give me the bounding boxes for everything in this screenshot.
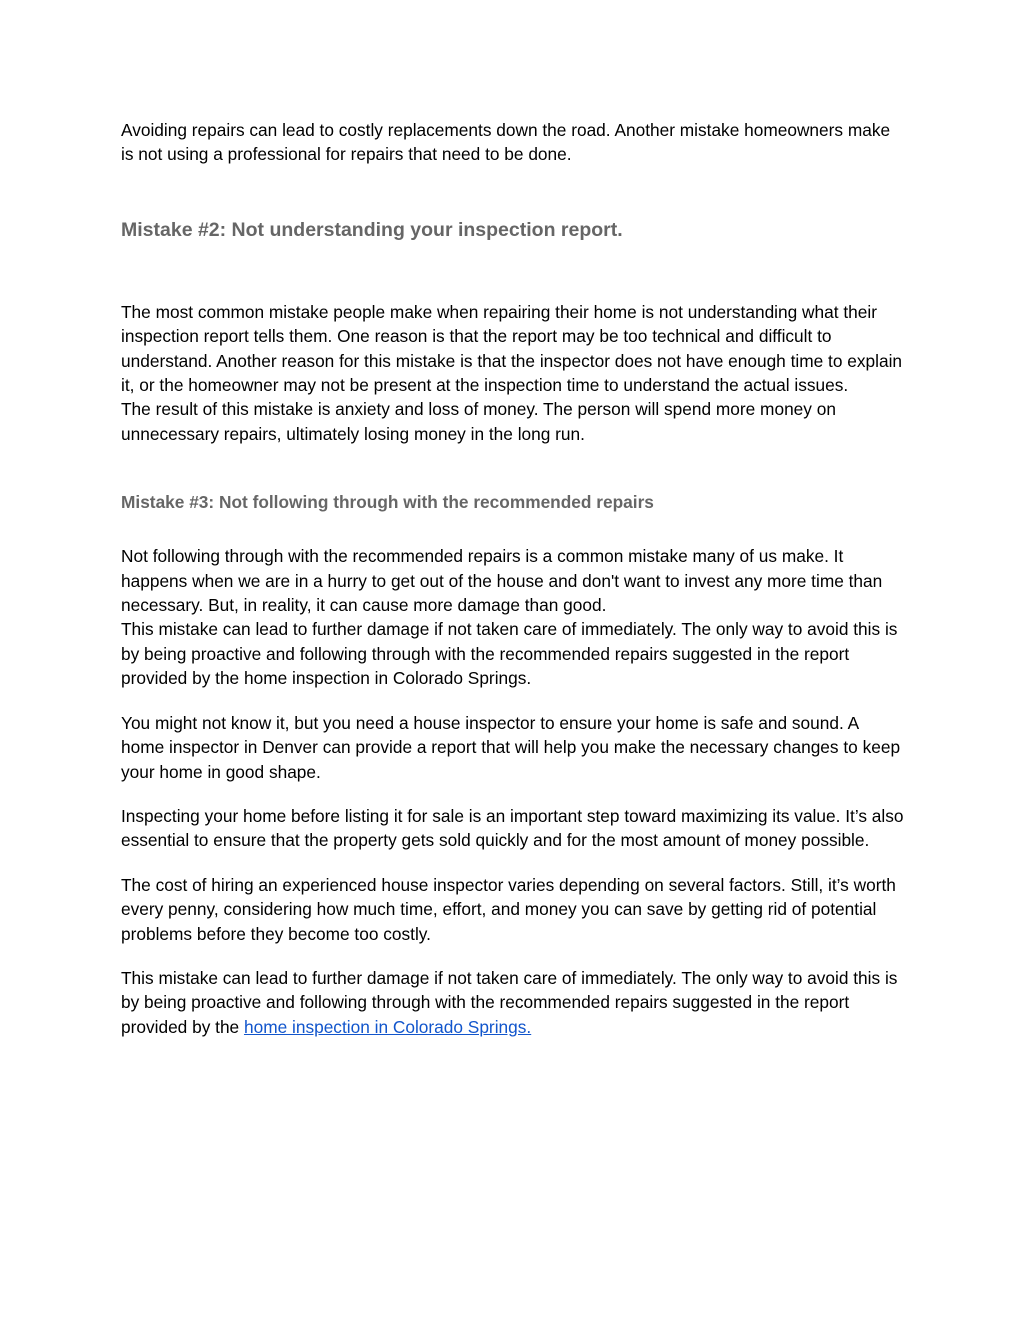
intro-paragraph: Avoiding repairs can lead to costly replacements down the road. Another mistake homeowners make is not using a professional for repairs that need to be done. <box>121 120 891 165</box>
mistake-2-heading: Mistake #2: Not understanding your inspection report. <box>121 218 623 241</box>
cost-paragraph: The cost of hiring an experienced house inspector varies depending on several factors. Still, it’s worth every penny, considering how much time, effort, and money you can save by getting rid of potential problems before they become too costly. <box>121 874 896 944</box>
mistake-3-paragraph-2: This mistake can lead to further damage if not taken care of immediately. The only way to avoid this is by being proactive and following through with the recommended repairs suggested in the report provided by the home inspection in Colorado Springs. <box>121 619 898 689</box>
home-inspection-colorado-springs-link[interactable]: home inspection in Colorado Springs. <box>243 1016 532 1037</box>
inspector-paragraph: You might not know it, but you need a house inspector to ensure your home is safe and sound. A home inspector in Denver can provide a report that will help you make the necessary changes to keep your home in good shape. <box>121 712 901 782</box>
mistake-3-paragraph-1: Not following through with the recommended repairs is a common mistake many of us make. It happens when we are in a hurry to get out of the house and don't want to invest any more time than necessary. But, in reality, it can cause more damage than good. <box>121 546 883 616</box>
mistake-3-heading: Mistake #3: Not following through with the recommended repairs <box>121 492 654 513</box>
final-paragraph <box>121 966 906 1039</box>
listing-paragraph: Inspecting your home before listing it for sale is an important step toward maximizing its value. It’s also essential to ensure that the property gets sold quickly and for the most amount of money possible. <box>121 805 904 851</box>
document-content <box>121 118 906 1039</box>
mistake-2-paragraph-2: The result of this mistake is anxiety and loss of money. The person will spend more money on unnecessary repairs, ultimately losing money in the long run. <box>121 399 836 444</box>
mistake-2-paragraph-1: The most common mistake people make when repairing their home is not understanding what their inspection report tells them. One reason is that the report may be too technical and difficult to understand. Another reason for this mistake is that the inspector does not have enough time to explain it, or the homeowner may not be present at the inspection time to understand the actual issues. <box>121 301 903 396</box>
final-paragraph-text: This mistake can lead to further damage if not taken care of immediately. The only way to avoid this is by being proactive and following through with the recommended repairs suggested in the report provided by the <box>121 967 898 1037</box>
